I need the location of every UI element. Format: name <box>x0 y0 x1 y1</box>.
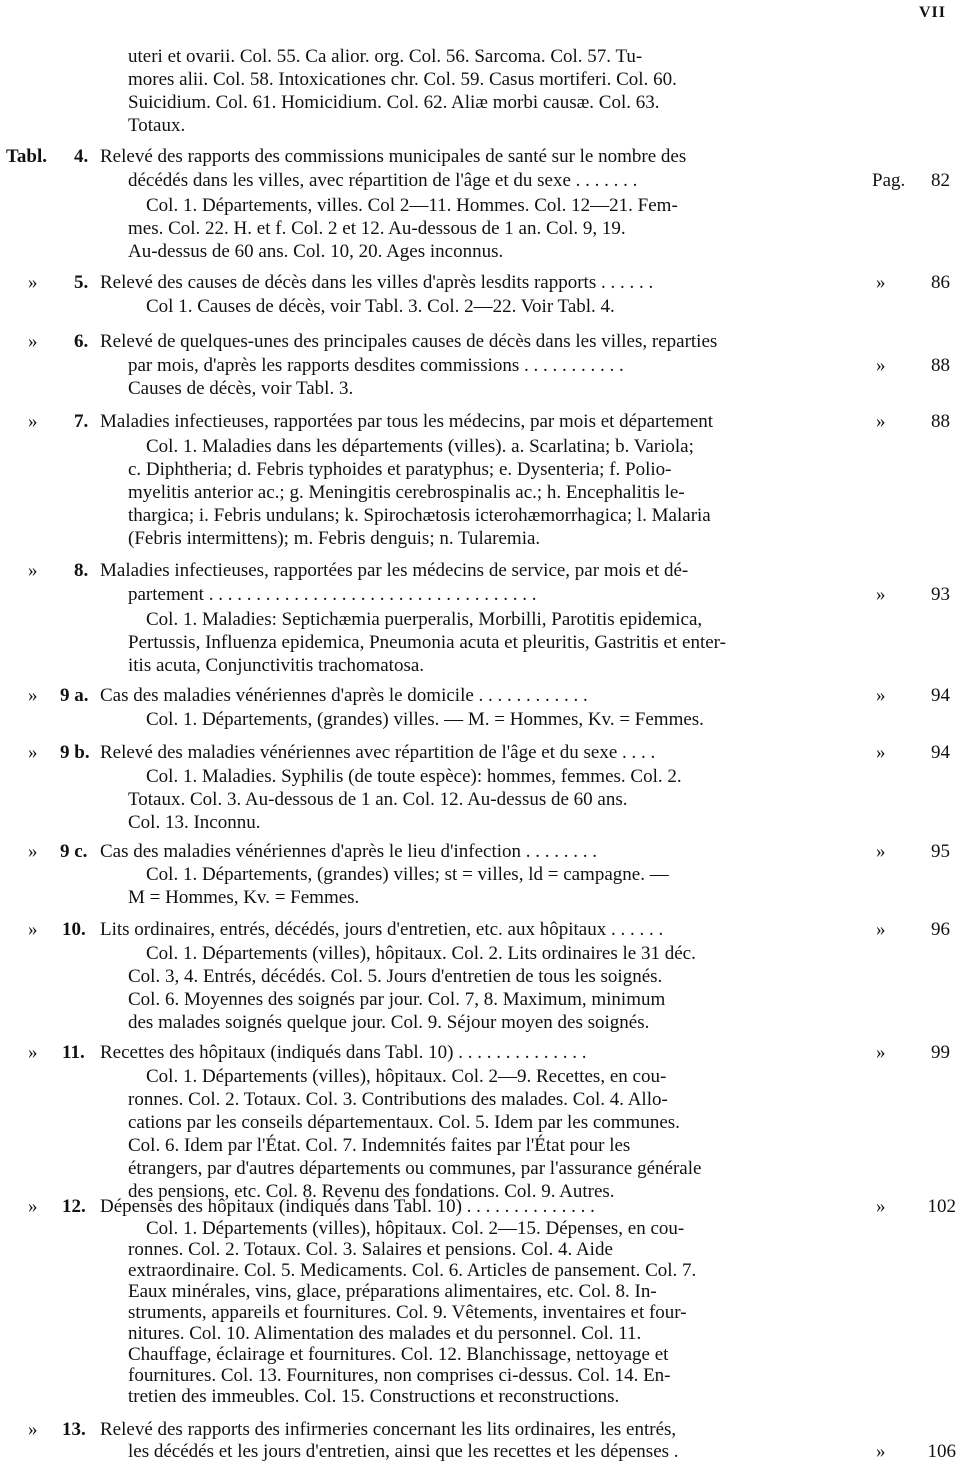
text-line: Cas des maladies vénériennes d'après le domicile . . . . . . . . . . . . <box>100 685 588 706</box>
entry-number: 7. <box>74 411 89 432</box>
text-line: mores alii. Col. 58. Intoxicationes chr. Col. 59. Casus mortiferi. Col. 60. <box>128 69 677 90</box>
text-line: Chauffage, éclairage et fournitures. Col. 12. Blanchissage, nettoyage et <box>128 1344 669 1365</box>
text-line: Relevé des causes de décès dans les villes d'après lesdits rapports . . . . . . <box>100 272 654 293</box>
text-line: extraordinaire. Col. 5. Medicaments. Col. 6. Articles de pansement. Col. 7. <box>128 1260 697 1281</box>
text-line: les décédés et les jours d'entretien, ainsi que les recettes et les dépenses . <box>128 1441 679 1462</box>
text-line: Col. 1. Départements (villes), hôpitaux. Col. 2—15. Dépenses, en cou- <box>146 1218 685 1239</box>
page-folio: VII <box>918 4 946 21</box>
entry-page: 82 <box>931 170 950 191</box>
ditto-mark: » <box>876 355 886 376</box>
text-line: Col. 1. Départements (villes), hôpitaux. Col. 2—9. Recettes, en cou- <box>146 1066 667 1087</box>
text-line: thargica; i. Febris undulans; k. Spirochætosis icterohæmorrhagica; l. Malaria <box>128 505 711 526</box>
entry-number: 8. <box>74 560 89 581</box>
text-line: Relevé des rapports des commissions municipales de santé sur le nombre des <box>100 146 687 167</box>
text-line: Eaux minérales, vins, glace, préparations alimentaires, etc. Col. 8. In- <box>128 1281 657 1302</box>
text-line: Au-dessus de 60 ans. Col. 10, 20. Ages inconnus. <box>128 241 504 262</box>
text-line: struments, appareils et fournitures. Col. 9. Vêtements, inventaires et four- <box>128 1302 687 1323</box>
entry-number: 9 b. <box>60 742 90 763</box>
entry-number: 9 c. <box>60 841 88 862</box>
text-line: Col. 1. Maladies dans les départements (villes). a. Scarlatina; b. Variola; <box>146 436 694 457</box>
entry-page: 86 <box>931 272 950 293</box>
text-line: des malades soignés quelque jour. Col. 9. Séjour moyen des soignés. <box>128 1012 650 1033</box>
entry-number: 13. <box>62 1419 86 1440</box>
entry-number: 11. <box>62 1042 85 1063</box>
text-line: Relevé des rapports des infirmeries concernant les lits ordinaires, les entrés, <box>100 1419 677 1440</box>
text-line: cations par les conseils départementaux. Col. 5. Idem par les communes. <box>128 1112 680 1133</box>
text-line: Relevé des maladies vénériennes avec répartition de l'âge et du sexe . . . . <box>100 742 656 763</box>
text-line: Col. 1. Départements, (grandes) villes. — M. = Hommes, Kv. = Femmes. <box>146 709 704 730</box>
ditto-mark: » <box>28 841 38 862</box>
ditto-mark: » <box>28 272 38 293</box>
entry-page: 96 <box>931 919 950 940</box>
ditto-mark: » <box>28 560 38 581</box>
text-line: Col. 6. Idem par l'État. Col. 7. Indemnités faites par l'État pour les <box>128 1135 631 1156</box>
text-line: Col. 1. Départements (villes), hôpitaux. Col. 2. Lits ordinaires le 31 déc. <box>146 943 696 964</box>
entry-page: 94 <box>931 685 950 706</box>
ditto-mark: » <box>876 742 886 763</box>
text-line: ronnes. Col. 2. Totaux. Col. 3. Salaires et pensions. Col. 4. Aide <box>128 1239 613 1260</box>
ditto-mark: » <box>28 919 38 940</box>
text-line: Pertussis, Influenza epidemica, Pneumonia acuta et pleuritis, Gastritis et enter- <box>128 632 726 653</box>
ditto-mark: » <box>876 1441 886 1462</box>
text-line: Lits ordinaires, entrés, décédés, jours d'entretien, etc. aux hôpitaux . . . . . . <box>100 919 664 940</box>
text-line: Totaux. <box>128 115 186 136</box>
text-line: Col. 1. Départements, (grandes) villes; st = villes, ld = campagne. — <box>146 864 669 885</box>
entry-page: 88 <box>931 411 950 432</box>
text-line: décédés dans les villes, avec répartition de l'âge et du sexe . . . . . . . <box>128 170 638 191</box>
text-line: partement . . . . . . . . . . . . . . . . . . . . . . . . . . . . . . . . . . . <box>128 584 537 605</box>
text-line: Col. 1. Maladies: Septichæmia puerperalis, Morbilli, Parotitis epidemica, <box>146 609 703 630</box>
text-line: Col. 13. Inconnu. <box>128 812 261 833</box>
text-line: uteri et ovarii. Col. 55. Ca alior. org. Col. 56. Sarcoma. Col. 57. Tu- <box>128 46 643 67</box>
text-line: Col 1. Causes de décès, voir Tabl. 3. Col. 2—22. Voir Tabl. 4. <box>146 296 615 317</box>
ditto-mark: » <box>876 841 886 862</box>
text-line: fournitures. Col. 13. Fournitures, non comprises ci-dessus. Col. 14. En- <box>128 1365 671 1386</box>
ditto-mark: » <box>876 919 886 940</box>
entry-number: 9 a. <box>60 685 89 706</box>
ditto-mark: » <box>28 411 38 432</box>
text-line: Recettes des hôpitaux (indiqués dans Tabl. 10) . . . . . . . . . . . . . . <box>100 1042 587 1063</box>
text-line: mes. Col. 22. H. et f. Col. 2 et 12. Au-dessous de 1 an. Col. 9, 19. <box>128 218 626 239</box>
text-line: Col. 6. Moyennes des soignés par jour. Col. 7, 8. Maximum, minimum <box>128 989 666 1010</box>
ditto-mark: » <box>876 1196 886 1217</box>
ditto-mark: » <box>876 272 886 293</box>
pag-label: Pag. <box>872 170 906 191</box>
text-line: Relevé de quelques-unes des principales causes de décès dans les villes, reparties <box>100 331 718 352</box>
entry-page: 94 <box>931 742 950 763</box>
ditto-mark: » <box>28 1419 38 1440</box>
text-line: Maladies infectieuses, rapportées par tous les médecins, par mois et département <box>100 411 714 432</box>
ditto-mark: » <box>28 1042 38 1063</box>
text-line: Suicidium. Col. 61. Homicidium. Col. 62. Aliæ morbi causæ. Col. 63. <box>128 92 660 113</box>
ditto-mark: » <box>876 685 886 706</box>
entry-page: 88 <box>931 355 950 376</box>
text-line: M = Hommes, Kv. = Femmes. <box>128 887 360 908</box>
ditto-mark: » <box>876 1042 886 1063</box>
text-line: nitures. Col. 10. Alimentation des malades et du personnel. Col. 11. <box>128 1323 642 1344</box>
text-line: c. Diphtheria; d. Febris typhoides et paratyphus; e. Dysenteria; f. Polio- <box>128 459 672 480</box>
ditto-mark: » <box>876 411 886 432</box>
text-line: Cas des maladies vénériennes d'après le lieu d'infection . . . . . . . . <box>100 841 598 862</box>
text-line: Col. 1. Départements, villes. Col 2—11. Hommes. Col. 12—21. Fem- <box>146 195 678 216</box>
text-line: Causes de décès, voir Tabl. 3. <box>128 378 354 399</box>
text-line: étrangers, par d'autres départements ou communes, par l'assurance générale <box>128 1158 702 1179</box>
tabl-label: Tabl. <box>6 146 48 167</box>
entry-number: 5. <box>74 272 89 293</box>
ditto-mark: » <box>28 742 38 763</box>
entry-number: 6. <box>74 331 89 352</box>
text-line: par mois, d'après les rapports desdites commissions . . . . . . . . . . . <box>128 355 624 376</box>
text-line: Col. 3, 4. Entrés, décédés. Col. 5. Jours d'entretien de tous les soignés. <box>128 966 663 987</box>
entry-number: 10. <box>62 919 86 940</box>
ditto-mark: » <box>28 1196 38 1217</box>
text-line: itis acuta, Conjunctivitis trachomatosa. <box>128 655 425 676</box>
text-line: des pensions, etc. Col. 8. Revenu des fondations. Col. 9. Autres. <box>128 1181 615 1202</box>
entry-page: 93 <box>931 584 950 605</box>
entry-page: 99 <box>931 1042 950 1063</box>
text-line: Maladies infectieuses, rapportées par les médecins de service, par mois et dé- <box>100 560 689 581</box>
text-line: tretien des immeubles. Col. 15. Constructions et reconstructions. <box>128 1386 620 1407</box>
entry-page: 102 <box>927 1196 956 1217</box>
ditto-mark: » <box>28 331 38 352</box>
ditto-mark: » <box>28 685 38 706</box>
text-line: myelitis anterior ac.; g. Meningitis cerebrospinalis ac.; h. Encephalitis le- <box>128 482 685 503</box>
ditto-mark: » <box>876 584 886 605</box>
entry-number: 4. <box>74 146 89 167</box>
text-line: Col. 1. Maladies. Syphilis (de toute espèce): hommes, femmes. Col. 2. <box>146 766 682 787</box>
text-line: Dépenses des hôpitaux (indiqués dans Tabl. 10) . . . . . . . . . . . . . . <box>100 1196 595 1217</box>
text-line: ronnes. Col. 2. Totaux. Col. 3. Contributions des malades. Col. 4. Allo- <box>128 1089 668 1110</box>
entry-page: 106 <box>927 1441 956 1462</box>
text-line: (Febris intermittens); m. Febris denguis; n. Tularemia. <box>128 528 541 549</box>
text-line: Totaux. Col. 3. Au-dessous de 1 an. Col. 12. Au-dessus de 60 ans. <box>128 789 628 810</box>
entry-number: 12. <box>62 1196 86 1217</box>
entry-page: 95 <box>931 841 950 862</box>
